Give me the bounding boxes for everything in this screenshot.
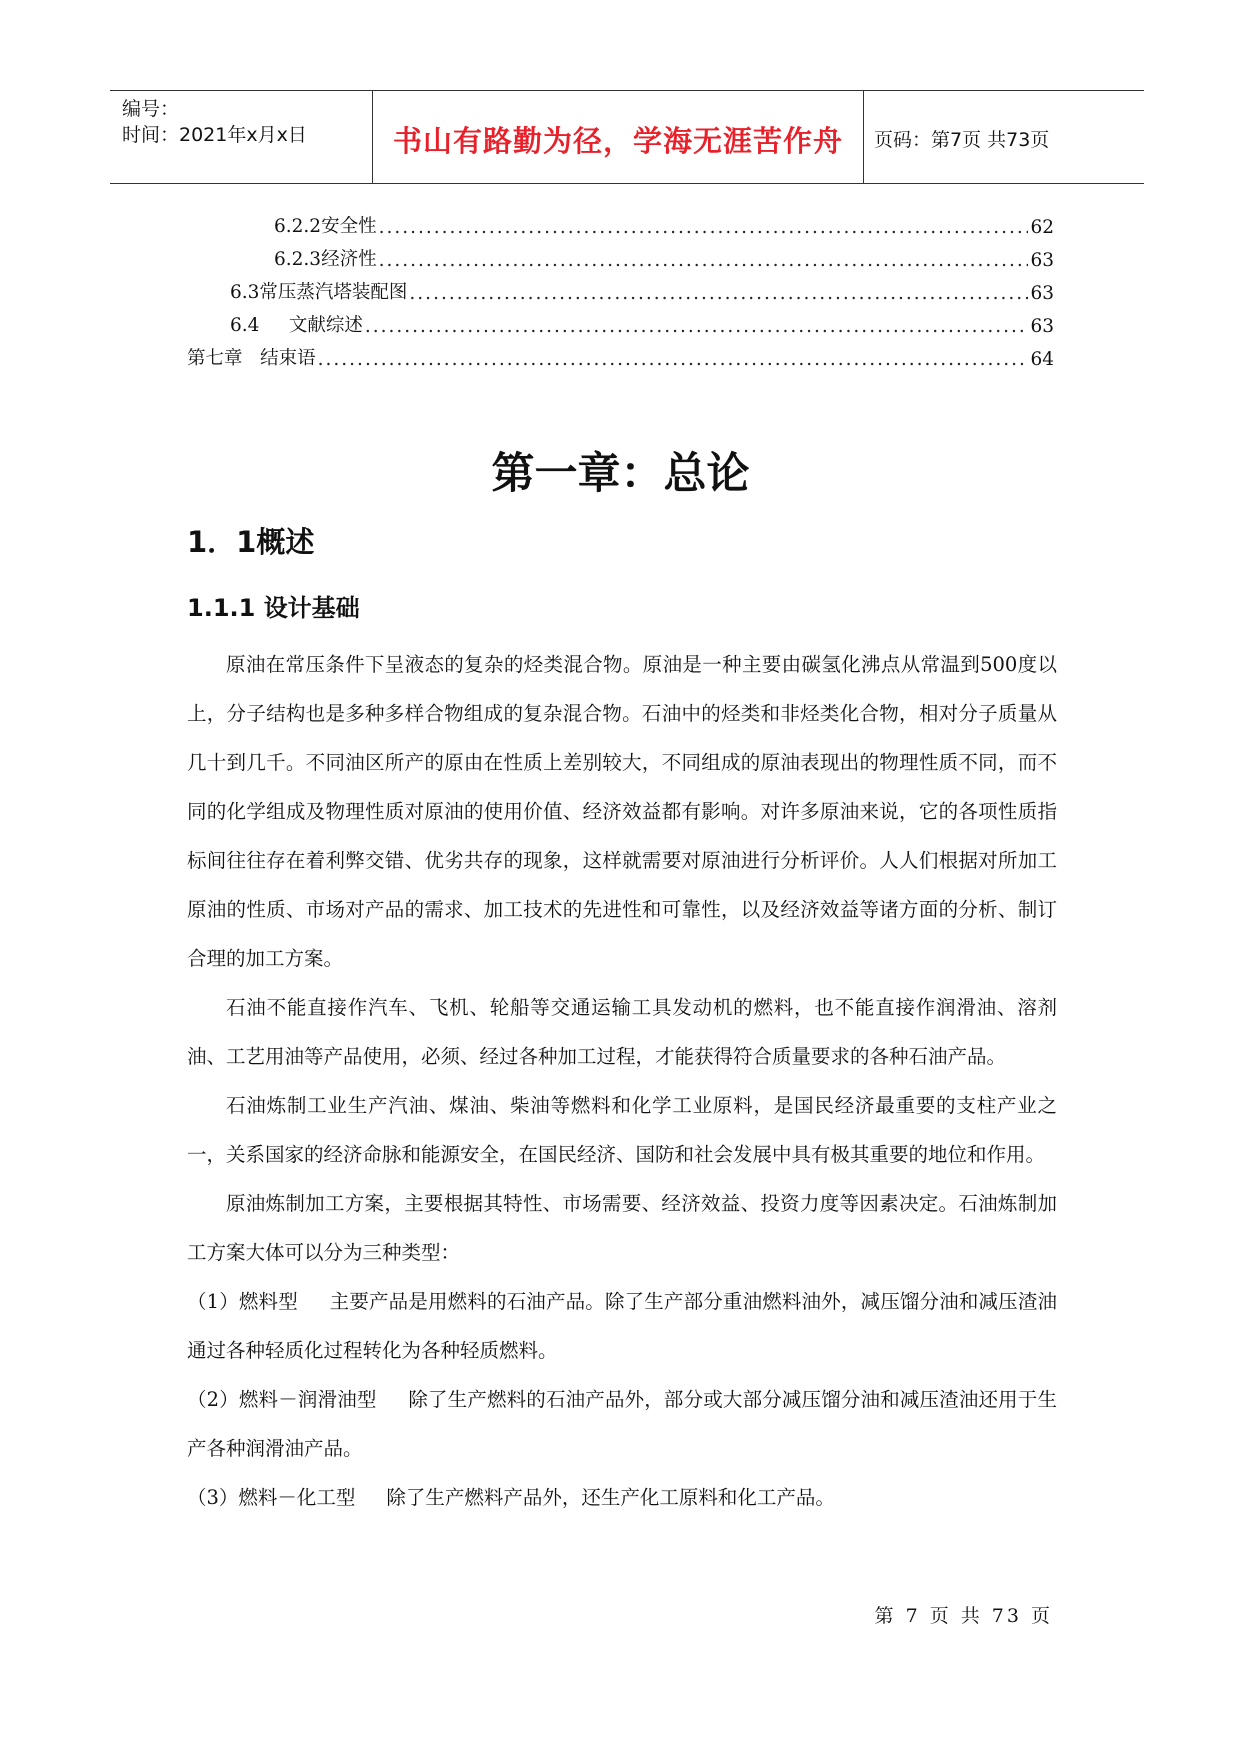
toc-entry-page: 62: [1030, 217, 1054, 238]
header-info-cell: [110, 91, 372, 183]
page-footer: 第 7 页 共 73 页: [874, 1605, 1053, 1627]
header-motto-cell: [372, 91, 864, 183]
toc-leader: [379, 217, 1029, 238]
toc-entry-page: 63: [1030, 316, 1054, 337]
type-item: （3）燃料－化工型 除了生产燃料产品外，还生产化工原料和化工产品。: [187, 1486, 835, 1509]
toc-entry-title: 6.3常压蒸汽塔装配图: [230, 282, 408, 303]
toc-entry[interactable]: [187, 344, 1054, 370]
toc-entry[interactable]: [230, 278, 1054, 304]
paragraph: 石油不能直接作汽车、飞机、轮船等交通运输工具发动机的燃料，也不能直接作润滑油、溶剂油、工艺用油等产品使用，必须、经过各种加工过程，才能获得符合质量要求的各种石油产品。: [187, 996, 1057, 1068]
type-item: （2）燃料－润滑油型 除了生产燃料的石油产品外，部分或大部分减压馏分油和减压渣油还用于生产各种润滑油产品。: [187, 1388, 1057, 1460]
toc-entry-title: 6.4 文献综述: [230, 315, 363, 336]
subsection-title: 1.1.1 设计基础: [187, 594, 360, 622]
toc-entry[interactable]: [274, 212, 1054, 238]
toc-entry-page: 63: [1030, 250, 1054, 271]
toc-leader: [409, 283, 1028, 304]
section-title: 1．1概述: [187, 525, 315, 559]
type-item: （1）燃料型 主要产品是用燃料的石油产品。除了生产部分重油燃料油外，减压馏分油和减压渣油通过各种轻质化过程转化为各种轻质燃料。: [187, 1290, 1057, 1362]
toc-entry-page: 63: [1030, 283, 1054, 304]
toc-entry-title: 第七章 结束语: [187, 348, 316, 369]
toc-leader: [379, 250, 1029, 271]
motto: 书山有路勤为径，学海无涯苦作舟: [392, 124, 843, 158]
paragraph: 原油在常压条件下呈液态的复杂的烃类混合物。原油是一种主要由碳氢化沸点从常温到500度以上，分子结构也是多种多样合物组成的复杂混合物。石油中的烃类和非烃类化合物，相对分子质量从几十到几千。不同油区所产的原由在性质上差别较大，不同组成的原油表现出的物理性质不同，而不同的化学组成及物理性质对原油的使用价值、经济效益都有影响。对许多原油来说，它的各项性质指标间往往存在着利弊交错、优劣共存的现象，这样就需要对原油进行分析评价。人人们根据对所加工原油的性质、市场对产品的需求、加工技术的先进性和可靠性，以及经济效益等诸方面的分析、制订合理的加工方案。: [187, 653, 1057, 970]
toc-leader: [365, 316, 1029, 337]
toc-entry-title: 6.2.2安全性: [274, 216, 377, 237]
toc-entry[interactable]: [230, 311, 1054, 337]
page-header: [110, 90, 1144, 184]
toc-entry-title: 6.2.3经济性: [274, 249, 377, 270]
paragraph: 石油炼制工业生产汽油、煤油、柴油等燃料和化学工业原料，是国民经济最重要的支柱产业之一，关系国家的经济命脉和能源安全，在国民经济、国防和社会发展中具有极其重要的地位和作用。: [187, 1094, 1057, 1166]
header-page-cell: [862, 91, 1144, 183]
page-info: 页码：第7页 共73页: [874, 129, 1050, 151]
toc-leader: [318, 349, 1029, 370]
chapter-title: 第一章：总论: [491, 449, 750, 499]
paragraph: 原油炼制加工方案，主要根据其特性、市场需要、经济效益、投资力度等因素决定。石油炼制加工方案大体可以分为三种类型：: [187, 1192, 1057, 1264]
toc-entry-page: 64: [1030, 349, 1054, 370]
body-text: [187, 640, 1057, 1522]
number-label: 编号：: [122, 98, 180, 120]
time-label: 时间：2021年x月x日: [122, 124, 307, 146]
toc-entry[interactable]: [274, 245, 1054, 271]
